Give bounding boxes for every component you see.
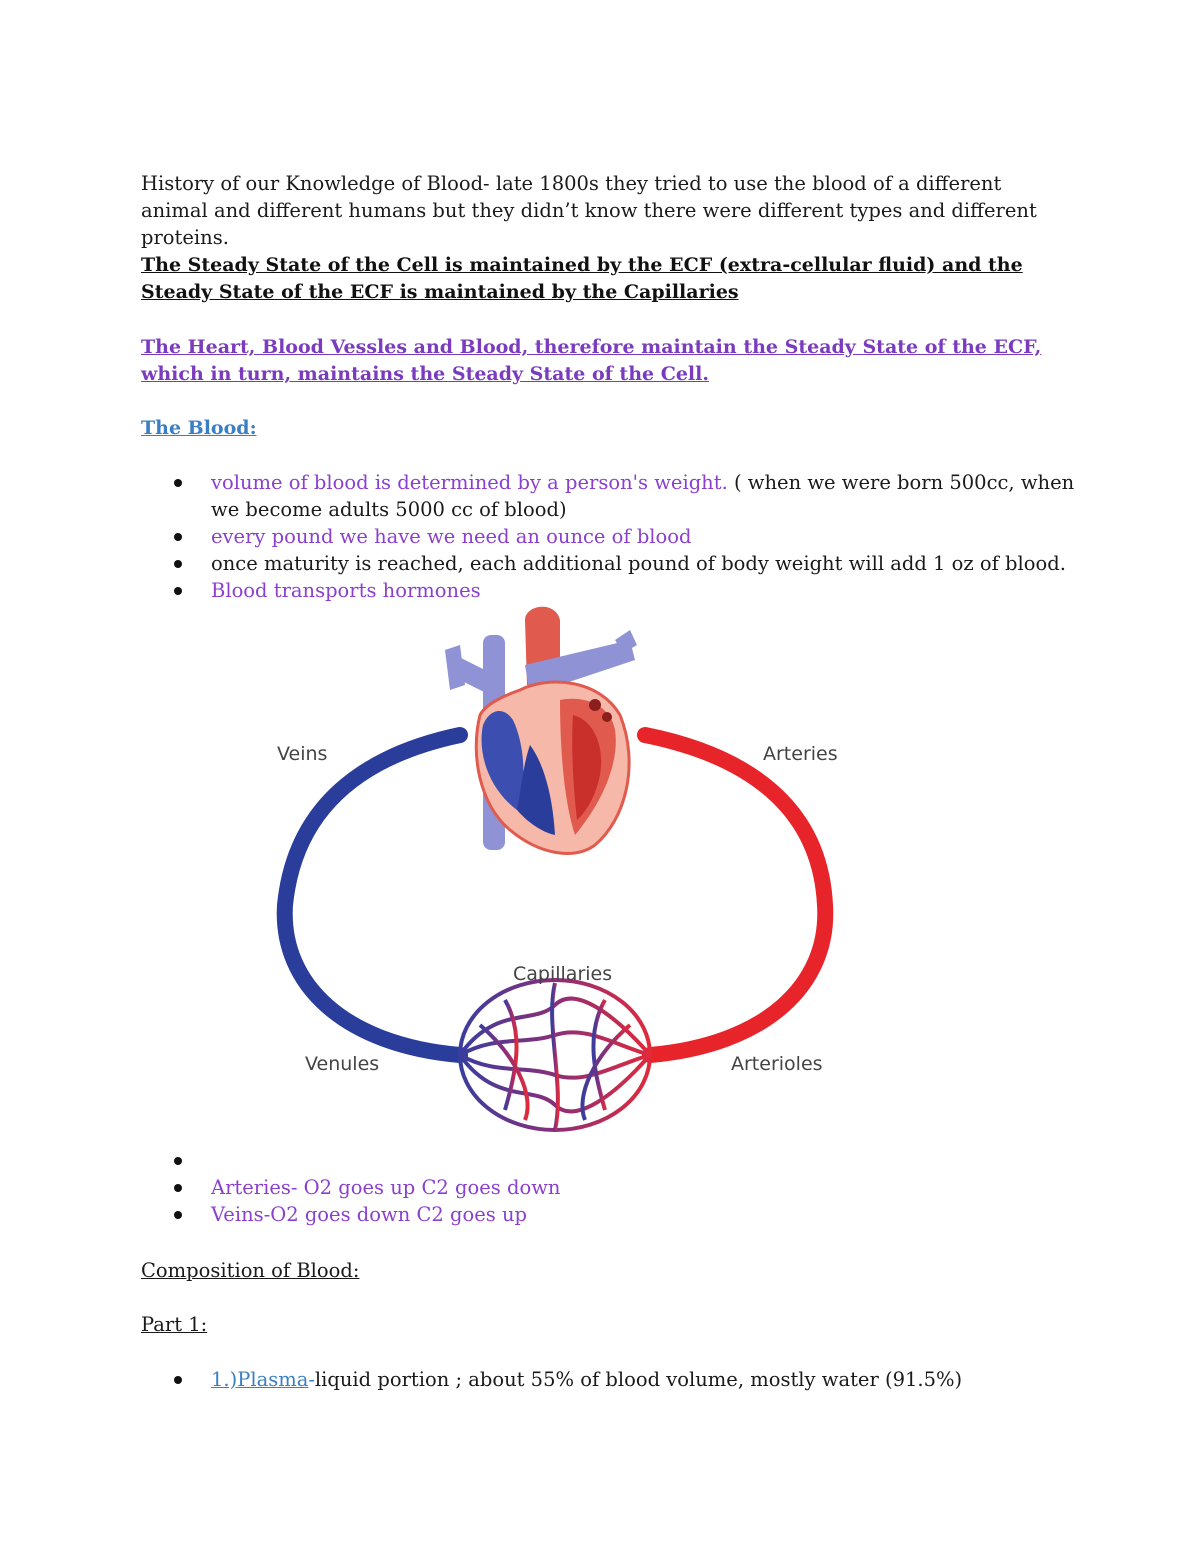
intro-paragraph: History of our Knowledge of Blood- late 1800s they tried to use the blood of a different animal and different humans but they didn’t know there were different types and different proteins. (141, 172, 1037, 249)
plasma-link[interactable]: 1.)Plasma (211, 1368, 309, 1391)
veins-vessel (285, 735, 460, 1055)
venules-label: Venules (305, 1053, 380, 1075)
blood-facts-list (160, 469, 1080, 604)
list-item (160, 1366, 1080, 1393)
capillary-bed (460, 980, 650, 1130)
arteries-label: Arteries (763, 743, 838, 765)
list-item-text: Veins-O2 goes down C2 goes up (211, 1203, 527, 1226)
bullet-icon (174, 1184, 182, 1192)
circulation-diagram (255, 605, 855, 1145)
part1-heading: Part 1: (141, 1313, 208, 1336)
list-item-purple-text: every pound we have we need an ounce of blood (211, 525, 692, 548)
list-item (160, 550, 1080, 577)
bullet-icon (174, 587, 182, 595)
bullet-icon (174, 479, 182, 487)
bullet-icon (174, 1211, 182, 1219)
bullet-icon (174, 1376, 182, 1384)
composition-heading: Composition of Blood: (141, 1259, 360, 1282)
list-item-purple-text: Blood transports hormones (211, 579, 481, 602)
list-item (160, 1201, 1080, 1228)
plasma-description: liquid portion ; about 55% of blood volume, mostly water (91.5%) (314, 1368, 963, 1391)
list-item-text: once maturity is reached, each additional pound of body weight will add 1 oz of blood. (211, 552, 1066, 575)
arteries-vessel (645, 735, 825, 1055)
bullet-icon (174, 1157, 182, 1165)
list-item-text: Arteries- O2 goes up C2 goes down (211, 1176, 561, 1199)
the-blood-heading: The Blood: (141, 417, 257, 439)
list-item (160, 1147, 1080, 1174)
flow-list (160, 1147, 1080, 1228)
heart-illustration (445, 607, 637, 854)
bullet-icon (174, 533, 182, 541)
list-item (160, 469, 1080, 523)
capillaries-label: Capillaries (513, 963, 613, 985)
composition-list (160, 1366, 1080, 1393)
list-item-text: ( when we were born 500cc, when we become adults 5000 cc of blood) (211, 471, 1075, 521)
bullet-icon (174, 560, 182, 568)
list-item (160, 1174, 1080, 1201)
heart-vessels-heading: The Heart, Blood Vessles and Blood, therefore maintain the Steady State of the ECF, which in turn, maintains the Steady State of the Cell. (141, 336, 1042, 385)
arterioles-label: Arterioles (731, 1053, 823, 1075)
list-item (160, 523, 1080, 550)
list-item-purple-text: volume of blood is determined by a person's weight. (211, 471, 728, 494)
steady-state-heading: The Steady State of the Cell is maintained by the ECF (extra-cellular fluid) and the Steady State of the ECF is maintained by the Capillaries (141, 254, 1023, 303)
veins-label: Veins (277, 743, 328, 765)
list-item (160, 577, 1080, 604)
plasma-dash: - (308, 1368, 315, 1391)
